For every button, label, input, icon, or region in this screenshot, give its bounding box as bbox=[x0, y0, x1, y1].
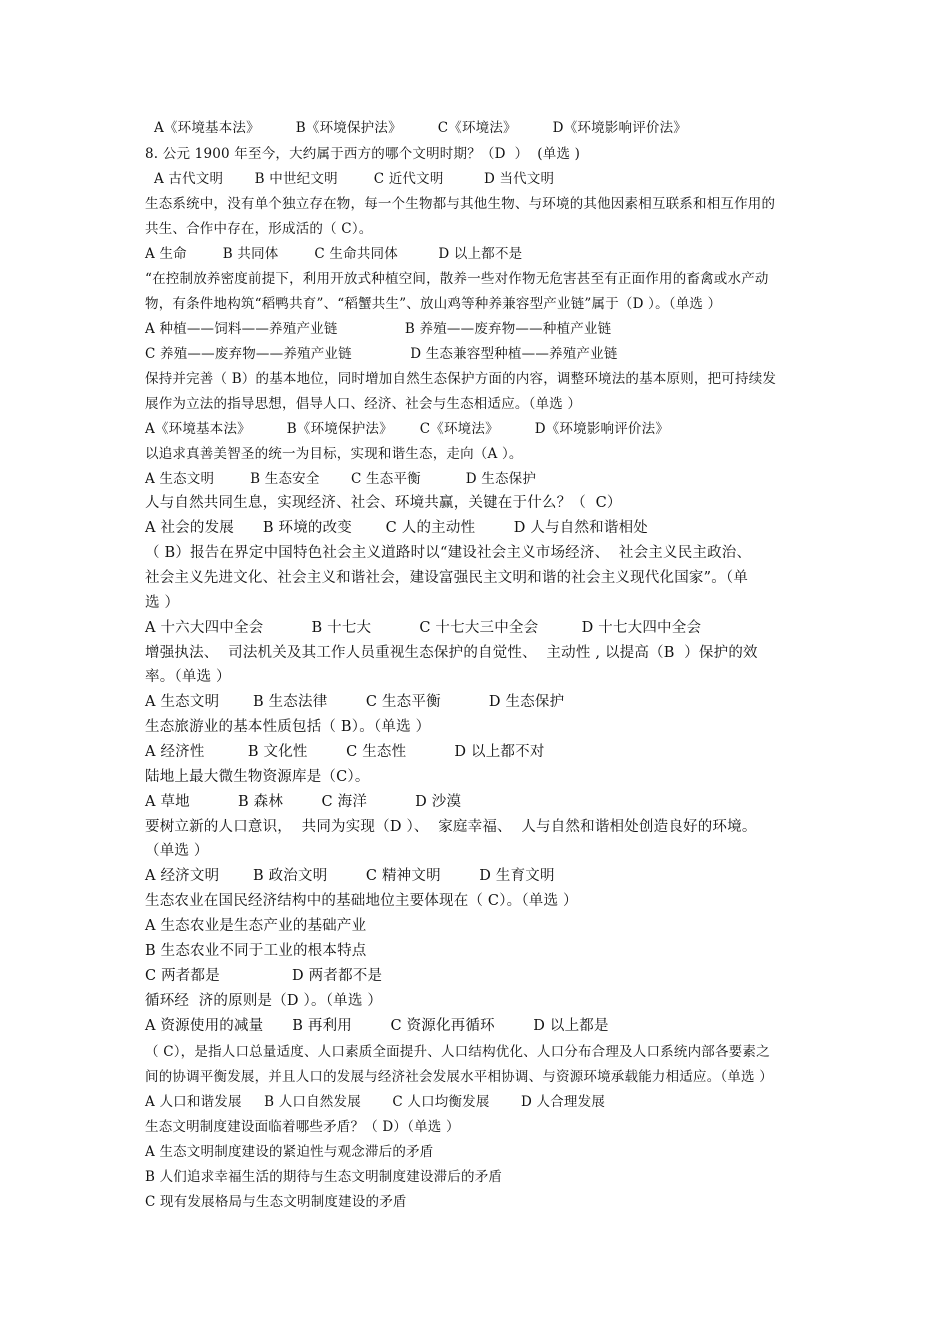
q8-question: 8. 公元 1900 年至今，大约属于西方的哪个文明时期？（D ） (单选 ) bbox=[145, 146, 581, 162]
text-line: 生态旅游业的基本性质包括（ B）。（单选 ） bbox=[145, 719, 431, 735]
text-line: 生态文明制度建设面临着哪些矛盾？（ D）（单选 ） bbox=[145, 1119, 460, 1135]
text-line: （ B）报告在界定中国特色社会主义道路时以“建设社会主义市场经济、 社会主义民主政治、 bbox=[145, 545, 752, 561]
text-line: C 养殖——废弃物——养殖产业链 D 生态兼容型种植——养殖产业链 bbox=[145, 346, 618, 362]
text-line: C 现有发展格局与生态文明制度建设的矛盾 bbox=[145, 1194, 407, 1210]
text-line: A 资源使用的减量 B 再利用 C 资源化再循环 D 以上都是 bbox=[145, 1018, 609, 1034]
text-line: 陆地上最大微生物资源库是（C）。 bbox=[145, 769, 370, 785]
text-line: 间的协调平衡发展，并且人口的发展与经济社会发展水平相协调、与资源环境承载能力相适应。（单选 ） bbox=[145, 1069, 773, 1085]
text-line: A 十六大四中全会 B 十七大 C 十七大三中全会 D 十七大四中全会 bbox=[145, 620, 702, 636]
text-line: 保持并完善（ B）的基本地位，同时增加自然生态保护方面的内容，调整环境法的基本原则，把可持续发 bbox=[145, 371, 777, 387]
text-line: 共生、合作中存在，形成活的（ C）。 bbox=[145, 221, 373, 237]
text-line: 增强执法、 司法机关及其工作人员重视生态保护的自觉性、 主动性 , 以提高（B ）保护的效 bbox=[145, 645, 758, 661]
text-line: 物，有条件地构筑“稻鸭共育”、“稻蟹共生”、放山鸡等种养兼容型产业链”属于（D ）。（单选 ） bbox=[145, 296, 722, 312]
text-line: A 生态文明 B 生态法律 C 生态平衡 D 生态保护 bbox=[145, 694, 565, 710]
text-line: 生态系统中，没有单个独立存在物，每一个生物都与其他生物、与环境的其他因素相互联系和相互作用的 bbox=[145, 196, 776, 212]
text-line: 循环经 济的原则是（D ）。（单选 ） bbox=[145, 993, 383, 1009]
text-line: 人与自然共同生息，实现经济、社会、环境共赢，关键在于什么？（ C） bbox=[145, 495, 622, 511]
text-line: （ C），是指人口总量适度、人口素质全面提升、人口结构优化、人口分布合理及人口系统内部各要素之 bbox=[145, 1044, 770, 1060]
text-line: A 生态文明制度建设的紧迫性与观念滞后的矛盾 bbox=[145, 1144, 434, 1160]
text-line: A《环境基本法》 B《环境保护法》 C《环境法》 D《环境影响评价法》 bbox=[145, 421, 670, 437]
text-line: （单选 ） bbox=[145, 843, 209, 859]
q7-options: A《环境基本法》 B《环境保护法》 C《环境法》 D《环境影响评价法》 bbox=[145, 120, 687, 136]
text-line: B 人们追求幸福生活的期待与生态文明制度建设滞后的矛盾 bbox=[145, 1169, 503, 1185]
q8-options: A 古代文明 B 中世纪文明 C 近代文明 D 当代文明 bbox=[145, 171, 555, 187]
text-line: A 种植——饲料——养殖产业链 B 养殖——废弃物——种植产业链 bbox=[145, 321, 612, 337]
text-line: A 经济性 B 文化性 C 生态性 D 以上都不对 bbox=[145, 744, 545, 760]
text-line: 生态农业在国民经济结构中的基础地位主要体现在（ C）。（单选 ） bbox=[145, 893, 578, 909]
text-line: A 草地 B 森林 C 海洋 D 沙漠 bbox=[145, 794, 462, 810]
text-line: A 生命 B 共同体 C 生命共同体 D 以上都不是 bbox=[145, 246, 523, 262]
text-line: 选 ） bbox=[145, 595, 180, 611]
text-line: 展作为立法的指导思想，倡导人口、经济、社会与生态相适应。（单选 ） bbox=[145, 396, 582, 412]
text-line: “在控制放养密度前提下，利用开放式种植空间，散养一些对作物无危害甚至有正面作用的畜禽或水产动 bbox=[145, 271, 769, 287]
text-line: A 生态农业是生态产业的基础产业 bbox=[145, 918, 367, 934]
text-line: C 两者都是 D 两者都不是 bbox=[145, 968, 383, 984]
text-line: A 社会的发展 B 环境的改变 C 人的主动性 D 人与自然和谐相处 bbox=[145, 520, 648, 536]
text-line: B 生态农业不同于工业的根本特点 bbox=[145, 943, 367, 959]
text-line: A 经济文明 B 政治文明 C 精神文明 D 生育文明 bbox=[145, 868, 555, 884]
text-line: A 生态文明 B 生态安全 C 生态平衡 D 生态保护 bbox=[145, 471, 537, 487]
text-line: 社会主义先进文化、社会主义和谐社会，建设富强民主文明和谐的社会主义现代化国家”。（单 bbox=[145, 570, 749, 586]
text-line: A 人口和谐发展 B 人口自然发展 C 人口均衡发展 D 人合理发展 bbox=[145, 1094, 606, 1110]
text-line: 率。（单选 ） bbox=[145, 669, 231, 685]
text-line: 要树立新的人口意识， 共同为实现（D ）、 家庭幸福、 人与自然和谐相处创造良好的环境。 bbox=[145, 819, 757, 835]
text-line: 以追求真善美智圣的统一为目标，实现和谐生态，走向（A ）。 bbox=[145, 446, 523, 462]
